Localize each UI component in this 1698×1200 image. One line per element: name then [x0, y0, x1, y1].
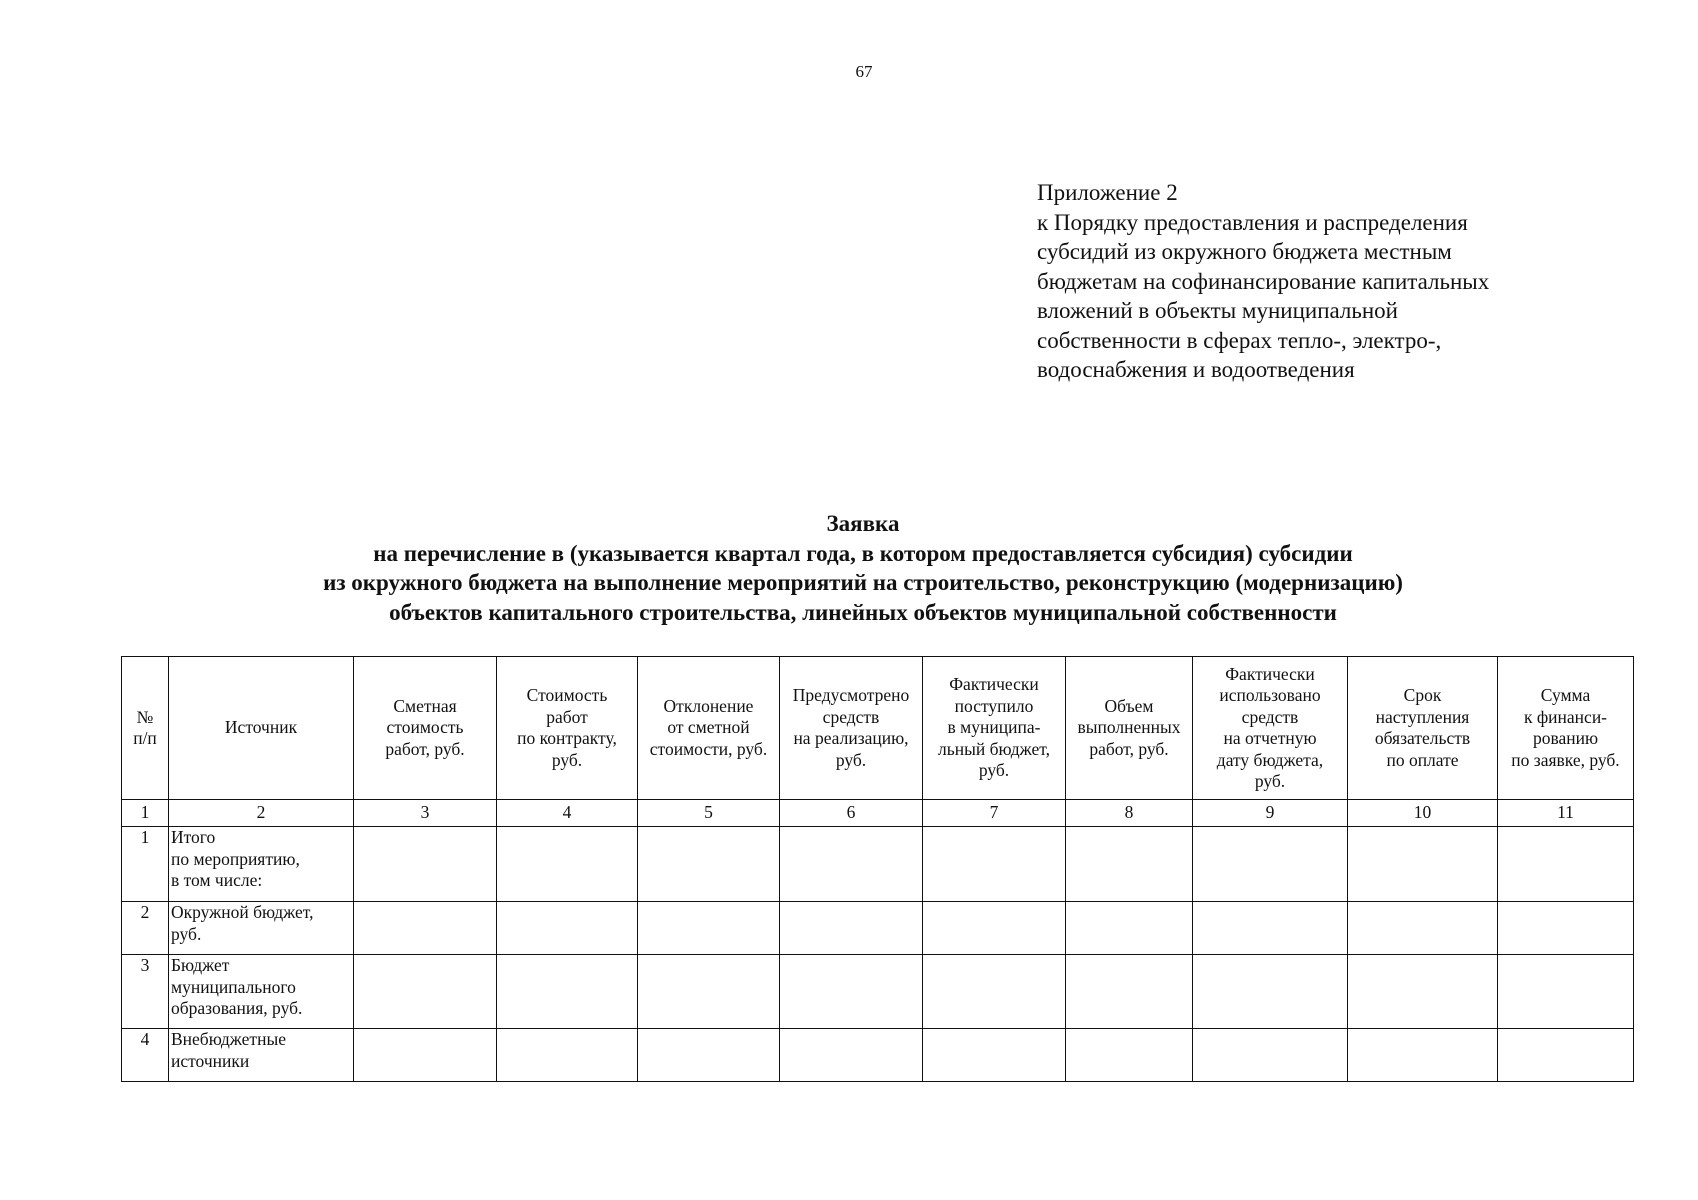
source-line: источники: [171, 1050, 250, 1071]
title-line: объектов капитального строительства, линейных объектов муниципальной собственности: [389, 599, 1337, 625]
header-line: руб.: [978, 760, 1010, 781]
header-line: руб.: [835, 749, 867, 770]
source-line: по мероприятию,: [171, 848, 300, 869]
header-line: по оплате: [1386, 749, 1459, 770]
header-cell: [1193, 657, 1348, 800]
column-number: 5: [638, 800, 780, 827]
table-cell[interactable]: [1348, 902, 1498, 955]
table-cell[interactable]: [354, 902, 497, 955]
appendix-line: бюджетам на софинансирование капитальных: [1037, 268, 1490, 294]
table-cell[interactable]: [780, 902, 923, 955]
header-line: рованию: [1532, 728, 1599, 748]
header-line: к финанси-: [1523, 706, 1608, 727]
table-row: [122, 827, 1634, 902]
header-cell: [780, 657, 923, 800]
table-cell[interactable]: [354, 827, 497, 902]
header-line: работ: [546, 706, 588, 727]
header-cell: [497, 657, 638, 800]
table-cell[interactable]: [1193, 827, 1348, 902]
table-cell[interactable]: [354, 955, 497, 1029]
header-line: Срок: [1403, 685, 1442, 705]
header-line: на отчетную: [1223, 728, 1317, 748]
row-source: [169, 902, 354, 955]
header-line: в муниципа-: [947, 717, 1041, 738]
column-number-row: [122, 800, 1634, 827]
source-line: Внебюджетные: [171, 1029, 286, 1049]
table-cell[interactable]: [1066, 955, 1193, 1029]
table-cell[interactable]: [780, 1029, 923, 1082]
title-line: на перечисление в (указывается квартал года, в котором предоставляется субсидия) субсидии: [373, 540, 1353, 566]
table-cell[interactable]: [354, 1029, 497, 1082]
table-cell[interactable]: [638, 955, 780, 1029]
header-line: Предусмотрено: [792, 685, 910, 705]
table-cell[interactable]: [780, 955, 923, 1029]
table-cell[interactable]: [1498, 827, 1634, 902]
column-number: 6: [780, 800, 923, 827]
header-line: руб.: [1254, 771, 1286, 791]
table-cell[interactable]: [780, 827, 923, 902]
header-line: дату бюджета,: [1216, 749, 1324, 770]
table-cell[interactable]: [1066, 902, 1193, 955]
table-cell[interactable]: [923, 1029, 1066, 1082]
column-number: 7: [923, 800, 1066, 827]
table-cell[interactable]: [497, 955, 638, 1029]
document-title: [120, 509, 1606, 627]
header-line: Стоимость: [526, 685, 608, 705]
header-line: от сметной: [667, 717, 750, 738]
header-line: Источник: [224, 717, 298, 738]
column-number: 10: [1348, 800, 1498, 827]
table-cell[interactable]: [923, 827, 1066, 902]
header-cell: [923, 657, 1066, 800]
header-line: по контракту,: [517, 728, 617, 748]
header-line: средств: [1241, 706, 1299, 727]
header-line: Фактически: [949, 674, 1039, 695]
appendix-note: [1037, 178, 1637, 385]
table-cell[interactable]: [923, 902, 1066, 955]
header-line: наступления: [1375, 706, 1470, 727]
header-cell: [169, 657, 354, 800]
source-line: Окружной бюджет,: [171, 902, 314, 922]
header-line: выполненных: [1077, 717, 1181, 738]
row-source: [169, 827, 354, 902]
source-line: Итого: [171, 827, 216, 847]
header-line: Сумма: [1540, 685, 1591, 705]
row-number: 4: [122, 1029, 169, 1082]
table-cell[interactable]: [1193, 902, 1348, 955]
appendix-line: субсидий из окружного бюджета местным: [1037, 239, 1452, 264]
header-line: Фактически: [1225, 663, 1315, 684]
header-line: Отклонение: [663, 695, 754, 716]
source-line: муниципального: [171, 976, 296, 997]
table-row: [122, 902, 1634, 955]
table-cell[interactable]: [497, 902, 638, 955]
column-number: 11: [1498, 800, 1634, 827]
header-line: Сметная: [393, 695, 457, 716]
row-number: 3: [122, 955, 169, 1029]
appendix-line: Приложение 2: [1037, 180, 1178, 205]
column-number: 1: [122, 800, 169, 827]
header-line: льный бюджет,: [938, 738, 1050, 759]
column-number: 2: [169, 800, 354, 827]
header-cell: [354, 657, 497, 800]
header-line: использовано: [1219, 685, 1321, 705]
header-line: работ, руб.: [385, 738, 465, 759]
header-line: №: [136, 706, 154, 727]
appendix-line: вложений в объекты муниципальной: [1037, 298, 1398, 323]
table-cell[interactable]: [638, 902, 780, 955]
header-line: п/п: [133, 728, 157, 748]
table-cell[interactable]: [638, 1029, 780, 1082]
header-cell: [1066, 657, 1193, 800]
source-line: в том числе:: [171, 870, 263, 890]
row-source: [169, 955, 354, 1029]
table-row: [122, 1029, 1634, 1082]
header-line: руб.: [551, 749, 583, 770]
header-line: поступило: [954, 695, 1034, 716]
table-row: [122, 955, 1634, 1029]
header-line: работ, руб.: [1089, 738, 1169, 759]
appendix-line: собственности в сферах тепло-, электро-,: [1037, 327, 1442, 353]
table-cell[interactable]: [497, 1029, 638, 1082]
header-line: Объем: [1104, 695, 1154, 716]
header-cell: [638, 657, 780, 800]
page-number: 67: [855, 62, 873, 81]
column-number: 3: [354, 800, 497, 827]
table-cell[interactable]: [638, 827, 780, 902]
header-row: [122, 657, 1634, 800]
source-line: руб.: [171, 923, 202, 944]
appendix-line: к Порядку предоставления и распределения: [1037, 209, 1468, 235]
table-cell[interactable]: [1498, 1029, 1634, 1082]
row-number: 1: [122, 827, 169, 902]
header-line: стоимости, руб.: [649, 738, 768, 759]
header-cell: [1498, 657, 1634, 800]
header-line: средств: [822, 706, 880, 727]
table-cell[interactable]: [1498, 902, 1634, 955]
title-line: Заявка: [826, 511, 900, 536]
header-line: по заявке, руб.: [1511, 749, 1620, 770]
table-cell[interactable]: [1066, 827, 1193, 902]
table-cell[interactable]: [1498, 955, 1634, 1029]
column-number: 8: [1066, 800, 1193, 827]
application-table: [121, 656, 1634, 1082]
header-line: на реализацию,: [793, 728, 909, 748]
column-number: 4: [497, 800, 638, 827]
column-number: 9: [1193, 800, 1348, 827]
header-cell: [122, 657, 169, 800]
table-cell[interactable]: [923, 955, 1066, 1029]
source-line: Бюджет: [171, 955, 230, 975]
header-line: обязательств: [1374, 728, 1471, 748]
row-source: [169, 1029, 354, 1082]
table-cell[interactable]: [1066, 1029, 1193, 1082]
row-number: 2: [122, 902, 169, 955]
table-cell[interactable]: [1348, 827, 1498, 902]
header-cell: [1348, 657, 1498, 800]
appendix-line: водоснабжения и водоотведения: [1037, 357, 1355, 382]
table-cell[interactable]: [1193, 955, 1348, 1029]
source-line: образования, руб.: [171, 998, 303, 1018]
header-line: стоимость: [386, 717, 464, 738]
table-cell[interactable]: [1348, 955, 1498, 1029]
title-line: из окружного бюджета на выполнение мероприятий на строительство, реконструкцию (модернизацию): [323, 570, 1403, 595]
table-cell[interactable]: [1193, 1029, 1348, 1082]
table-cell[interactable]: [497, 827, 638, 902]
table-cell[interactable]: [1348, 1029, 1498, 1082]
